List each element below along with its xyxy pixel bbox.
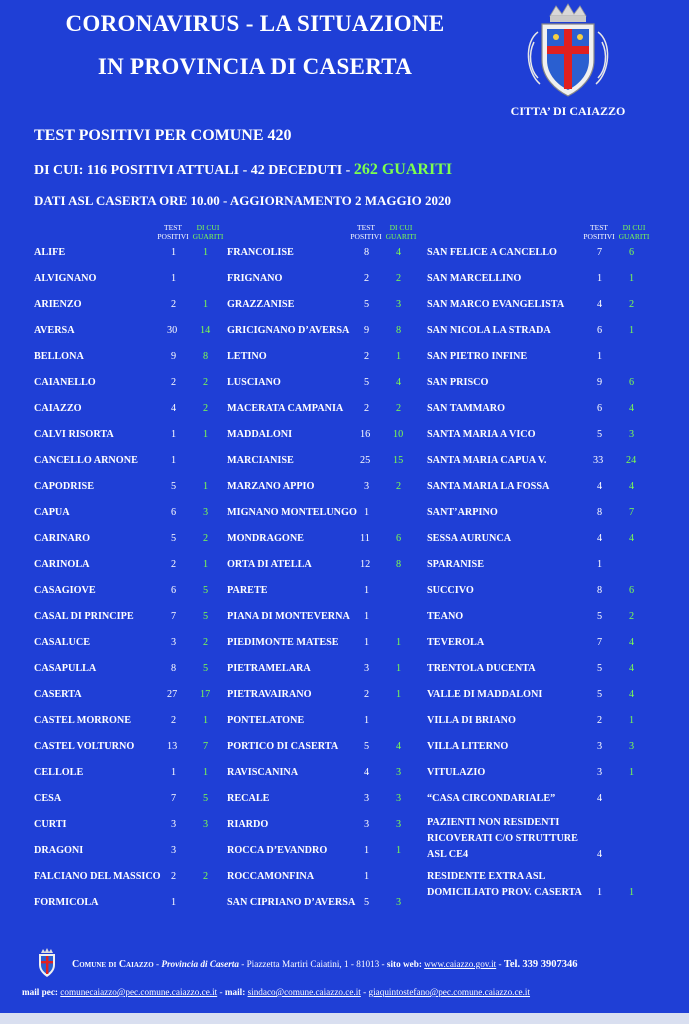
title-line-2: IN PROVINCIA DI CASERTA — [97, 54, 413, 79]
test-positivi-value: 3 — [597, 741, 603, 752]
municipality-name: PARETE — [227, 585, 268, 596]
footer-line-2: mail pec: comunecaiazzo@pec.comune.caiazzo.ce.it - mail: sindaco@comune.caiazzo.ce.it - giaquintostefano@pec.comune.caiazzo.ce.it — [22, 987, 531, 997]
test-positivi-value: 3 — [364, 481, 370, 492]
municipality-name: SESSA AURUNCA — [427, 533, 512, 544]
municipality-name: CESA — [34, 793, 62, 804]
test-positivi-value: 2 — [364, 351, 370, 362]
test-positivi-value: 1 — [171, 247, 177, 258]
footer-pec-link[interactable]: comunecaiazzo@pec.comune.caiazzo.ce.it — [60, 987, 218, 997]
municipality-name: CASAGIOVE — [34, 585, 96, 596]
municipality-name: CAPODRISE — [34, 481, 95, 492]
municipality-name: PIETRAMELARA — [227, 663, 311, 674]
test-positivi-value: 5 — [597, 611, 603, 622]
guariti-value: 6 — [629, 377, 635, 388]
municipality-name: SUCCIVO — [427, 585, 474, 596]
municipality-name: SANTA MARIA A VICO — [427, 429, 536, 440]
municipality-name: CASTEL MORRONE — [34, 715, 132, 726]
footer-comune: Comune di Caiazzo — [72, 959, 154, 970]
footer-tel-label: Tel. — [503, 959, 521, 970]
guariti-value: 24 — [626, 455, 637, 466]
test-positivi-value: 1 — [597, 273, 603, 284]
municipality-name: FALCIANO DEL MASSICO — [34, 871, 161, 882]
municipality-name: LETINO — [227, 351, 267, 362]
header-test-line2: POSITIVI — [157, 232, 189, 241]
test-positivi-value: 3 — [171, 819, 177, 830]
test-positivi-value: 1 — [171, 273, 177, 284]
guariti-value: 1 — [203, 767, 209, 778]
test-positivi-value: 2 — [364, 273, 370, 284]
guariti-value: 7 — [203, 741, 209, 752]
test-positivi-value: 1 — [171, 767, 177, 778]
guariti-value: 3 — [203, 507, 209, 518]
test-positivi-value: 7 — [171, 611, 177, 622]
guariti-value: 17 — [200, 689, 211, 700]
municipality-name: SAN MARCO EVANGELISTA — [427, 299, 565, 310]
guariti-value: 3 — [629, 741, 635, 752]
municipality-name: SANT’ARPINO — [427, 507, 498, 518]
guariti-value: 2 — [203, 377, 209, 388]
municipality-name: FORMICOLA — [34, 897, 99, 908]
footer-provincia: Provincia di Caserta — [161, 959, 239, 969]
guariti-value: 2 — [396, 403, 402, 414]
footer-address: - Piazzetta Martiri Caiatini, 1 - 81013 - — [241, 959, 387, 969]
test-positivi-value: 12 — [360, 559, 371, 570]
test-positivi-value: 5 — [364, 299, 370, 310]
footer-mail-label: mail: — [224, 987, 246, 997]
test-positivi-value: 5 — [364, 897, 370, 908]
municipality-name: SAN TAMMARO — [427, 403, 506, 414]
guariti-value: 2 — [203, 871, 209, 882]
test-positivi-value: 5 — [597, 663, 603, 674]
guariti-value: 1 — [203, 429, 209, 440]
guariti-value: 1 — [396, 637, 402, 648]
header-test-line1: TEST — [164, 223, 182, 232]
special-row-name-line: PAZIENTI NON RESIDENTI — [427, 817, 560, 828]
municipality-name: “CASA CIRCONDARIALE” — [427, 793, 556, 804]
guariti-value: 4 — [629, 637, 635, 648]
municipality-name: SAN PRISCO — [427, 377, 489, 388]
guariti-value: 2 — [396, 273, 402, 284]
test-positivi-value: 8 — [364, 247, 370, 258]
municipality-name: VILLA LITERNO — [427, 741, 509, 752]
test-positivi-value: 4 — [597, 533, 603, 544]
municipality-name: CURTI — [34, 819, 67, 830]
header-test-positivi — [156, 223, 190, 241]
special-row-name-line: DOMICILIATO PROV. CASERTA — [427, 887, 582, 898]
test-positivi-value: 1 — [171, 429, 177, 440]
guariti-value: 2 — [629, 611, 635, 622]
municipality-name: CARINOLA — [34, 559, 90, 570]
guariti-value: 1 — [203, 299, 209, 310]
summary-line: TEST POSITIVI PER COMUNE 420 — [34, 127, 292, 144]
test-positivi-value: 8 — [171, 663, 177, 674]
municipality-name: MARZANO APPIO — [227, 481, 315, 492]
test-positivi-value: 13 — [167, 741, 178, 752]
municipality-name: VILLA DI BRIANO — [427, 715, 516, 726]
header-di-cui-guariti — [384, 223, 418, 241]
test-positivi-value: 6 — [597, 403, 603, 414]
test-positivi-value: 25 — [360, 455, 371, 466]
footer-mail-link-1[interactable]: sindaco@comune.caiazzo.ce.it — [247, 987, 361, 997]
test-positivi-value: 5 — [171, 533, 177, 544]
test-positivi-value: 5 — [364, 377, 370, 388]
test-positivi-value: 4 — [597, 481, 603, 492]
guariti-value: 8 — [396, 559, 402, 570]
test-positivi-value: 1 — [597, 559, 603, 570]
test-positivi-value: 9 — [597, 377, 603, 388]
municipality-name: MONDRAGONE — [227, 533, 304, 544]
source-line: DATI ASL CASERTA ORE 10.00 - AGGIORNAMENTO 2 MAGGIO 2020 — [34, 193, 452, 208]
guariti-value: 8 — [396, 325, 402, 336]
municipality-name: TEVEROLA — [427, 637, 485, 648]
header-recovered-line2: GUARITI — [618, 232, 650, 241]
municipality-name: PIETRAVAIRANO — [227, 689, 312, 700]
test-positivi-value: 1 — [364, 845, 370, 856]
guariti-value: 1 — [203, 247, 209, 258]
guariti-value: 3 — [629, 429, 635, 440]
test-positivi-value: 1 — [171, 455, 177, 466]
header-test-line1: TEST — [590, 223, 608, 232]
guariti-value: 6 — [396, 533, 402, 544]
municipality-name: VALLE DI MADDALONI — [427, 689, 543, 700]
guariti-value: 1 — [629, 887, 635, 898]
test-positivi-value: 6 — [597, 325, 603, 336]
guariti-value: 3 — [396, 897, 402, 908]
test-positivi-value: 1 — [171, 897, 177, 908]
municipality-name: MIGNANO MONTELUNGO — [227, 507, 357, 518]
test-positivi-value: 9 — [364, 325, 370, 336]
guariti-value: 5 — [203, 663, 209, 674]
header-test-positivi — [349, 223, 383, 241]
guariti-value: 3 — [396, 299, 402, 310]
guariti-value: 4 — [629, 663, 635, 674]
guariti-value: 3 — [396, 793, 402, 804]
footer-tel: 339 3907346 — [522, 959, 578, 970]
test-positivi-value: 3 — [364, 793, 370, 804]
test-positivi-value: 3 — [364, 663, 370, 674]
municipality-name: SPARANISE — [427, 559, 484, 570]
guariti-value: 1 — [629, 767, 635, 778]
guariti-value: 3 — [203, 819, 209, 830]
guariti-value: 4 — [396, 377, 402, 388]
municipality-name: CALVI RISORTA — [34, 429, 114, 440]
guariti-value: 5 — [203, 585, 209, 596]
header-recovered-line1: DI CUI — [622, 223, 646, 232]
municipality-name: SANTA MARIA LA FOSSA — [427, 481, 550, 492]
test-positivi-value: 2 — [171, 871, 177, 882]
test-positivi-value: 7 — [171, 793, 177, 804]
guariti-value: 1 — [396, 845, 402, 856]
guariti-value: 4 — [396, 247, 402, 258]
footer-coat-of-arms-icon — [32, 948, 62, 978]
municipality-name: ALVIGNANO — [34, 273, 97, 284]
municipality-name: CAIAZZO — [34, 403, 82, 414]
municipality-name: MACERATA CAMPANIA — [227, 403, 344, 414]
test-positivi-value: 11 — [360, 533, 370, 544]
special-row-name-line: RESIDENTE EXTRA ASL — [427, 871, 546, 882]
test-positivi-value: 16 — [360, 429, 371, 440]
special-row-name-line: ASL CE4 — [427, 849, 469, 860]
guariti-value: 14 — [200, 325, 211, 336]
municipality-name: SAN PIETRO INFINE — [427, 351, 528, 362]
guariti-value: 1 — [629, 273, 635, 284]
guariti-value: 1 — [203, 481, 209, 492]
header-di-cui-guariti — [191, 223, 225, 241]
guariti-value: 7 — [629, 507, 635, 518]
municipality-name: PIEDIMONTE MATESE — [227, 637, 339, 648]
test-positivi-value: 6 — [171, 585, 177, 596]
test-positivi-value: 8 — [597, 507, 603, 518]
test-positivi-value: 3 — [171, 845, 177, 856]
test-positivi-value: 7 — [597, 247, 603, 258]
test-positivi-value: 5 — [597, 689, 603, 700]
guariti-value: 1 — [396, 689, 402, 700]
guariti-value: 2 — [629, 299, 635, 310]
detail-line — [34, 162, 452, 178]
municipality-name: BELLONA — [34, 351, 84, 362]
test-positivi-value: 33 — [593, 455, 604, 466]
header-test-line2: POSITIVI — [583, 232, 615, 241]
municipality-name: TRENTOLA DUCENTA — [427, 663, 536, 674]
guariti-value: 15 — [393, 455, 404, 466]
test-positivi-value: 2 — [171, 299, 177, 310]
test-positivi-value: 1 — [364, 585, 370, 596]
test-positivi-value: 3 — [364, 819, 370, 830]
footer-site-label: sito web — [386, 959, 419, 969]
guariti-value: 4 — [396, 741, 402, 752]
test-positivi-value: 1 — [364, 871, 370, 882]
municipality-name: CAIANELLO — [34, 377, 96, 388]
test-positivi-value: 2 — [171, 715, 177, 726]
recovered-total: 262 GUARITI — [353, 161, 453, 178]
guariti-value: 4 — [629, 533, 635, 544]
municipality-name: SAN NICOLA LA STRADA — [427, 325, 551, 336]
municipality-name: CARINARO — [34, 533, 91, 544]
test-positivi-value: 4 — [597, 299, 603, 310]
guariti-value: 2 — [203, 403, 209, 414]
municipality-name: PORTICO DI CASERTA — [227, 741, 339, 752]
municipality-name: CASAL DI PRINCIPE — [34, 611, 134, 622]
test-positivi-value: 7 — [597, 637, 603, 648]
municipality-name: CELLOLE — [34, 767, 84, 778]
test-positivi-value: 2 — [364, 403, 370, 414]
test-positivi-value: 5 — [597, 429, 603, 440]
guariti-value: 1 — [396, 351, 402, 362]
test-positivi-value: 9 — [171, 351, 177, 362]
municipality-name: CASTEL VOLTURNO — [34, 741, 135, 752]
header-recovered-line2: GUARITI — [192, 232, 224, 241]
municipality-name: PIANA DI MONTEVERNA — [227, 611, 350, 622]
guariti-value: 1 — [203, 559, 209, 570]
city-label: CITTA’ DI CAIAZZO — [510, 104, 626, 118]
municipality-name: SANTA MARIA CAPUA V. — [427, 455, 547, 466]
header-test-line1: TEST — [357, 223, 375, 232]
municipality-name: RECALE — [227, 793, 270, 804]
municipality-name: CASAPULLA — [34, 663, 97, 674]
test-positivi-value: 3 — [171, 637, 177, 648]
municipality-name: DRAGONI — [34, 845, 84, 856]
municipality-name: RAVISCANINA — [227, 767, 299, 778]
test-positivi-value: 5 — [364, 741, 370, 752]
municipality-name: ARIENZO — [34, 299, 82, 310]
municipality-name: PONTELATONE — [227, 715, 305, 726]
header-di-cui-guariti — [617, 223, 651, 241]
municipality-name: ROCCAMONFINA — [227, 871, 315, 882]
test-positivi-value: 4 — [364, 767, 370, 778]
test-positivi-value: 2 — [597, 715, 603, 726]
title-line-1: CORONAVIRUS - LA SITUAZIONE — [65, 11, 445, 36]
test-positivi-value: 4 — [171, 403, 177, 414]
municipality-name: GRICIGNANO D’AVERSA — [227, 325, 350, 336]
test-positivi-value: 3 — [597, 767, 603, 778]
municipality-name: VITULAZIO — [427, 767, 486, 778]
guariti-value: 3 — [396, 767, 402, 778]
test-positivi-value: 2 — [171, 377, 177, 388]
municipality-name: CANCELLO ARNONE — [34, 455, 138, 466]
guariti-value: 2 — [203, 637, 209, 648]
detail-counts: DI CUI: 116 POSITIVI ATTUALI - 42 DECEDUTI - — [34, 163, 351, 178]
footer-line-1: Comune di Caiazzo - Provincia di Caserta - Piazzetta Martiri Caiatini, 1 - 81013 - sito web: www.caiazzo.gov.it - Tel. 339 3907346 — [72, 959, 578, 970]
test-positivi-value: 2 — [171, 559, 177, 570]
guariti-value: 1 — [396, 663, 402, 674]
municipality-name: CAPUA — [34, 507, 70, 518]
municipality-name: ALIFE — [34, 247, 66, 258]
test-positivi-value: 1 — [364, 715, 370, 726]
guariti-value: 1 — [203, 715, 209, 726]
municipality-name: RIARDO — [227, 819, 269, 830]
municipality-name: ROCCA D’EVANDRO — [227, 845, 328, 856]
bottom-bar — [0, 1013, 689, 1024]
guariti-value: 4 — [629, 481, 635, 492]
municipality-name: CASALUCE — [34, 637, 91, 648]
test-positivi-value: 30 — [167, 325, 178, 336]
municipality-name: MARCIANISE — [227, 455, 294, 466]
municipality-name: SAN MARCELLINO — [427, 273, 522, 284]
guariti-value: 6 — [629, 247, 635, 258]
header-recovered-line2: GUARITI — [385, 232, 417, 241]
guariti-value: 8 — [203, 351, 209, 362]
guariti-value: 1 — [629, 325, 635, 336]
guariti-value: 1 — [629, 715, 635, 726]
test-positivi-value: 1 — [597, 887, 603, 898]
guariti-value: 5 — [203, 793, 209, 804]
test-positivi-value: 8 — [597, 585, 603, 596]
guariti-value: 10 — [393, 429, 404, 440]
municipality-name: FRANCOLISE — [227, 247, 294, 258]
test-positivi-value: 6 — [171, 507, 177, 518]
test-positivi-value: 4 — [597, 849, 603, 860]
header-test-positivi — [582, 223, 616, 241]
municipality-name: FRIGNANO — [227, 273, 283, 284]
guariti-value: 3 — [396, 819, 402, 830]
guariti-value: 4 — [629, 689, 635, 700]
municipality-name: TEANO — [427, 611, 464, 622]
footer-pec-label: mail pec: — [22, 987, 58, 997]
test-positivi-value: 5 — [171, 481, 177, 492]
guariti-value: 2 — [203, 533, 209, 544]
test-positivi-value: 1 — [364, 611, 370, 622]
municipality-name: MADDALONI — [227, 429, 293, 440]
municipality-name: SAN FELICE A CANCELLO — [427, 247, 557, 258]
header-recovered-line1: DI CUI — [196, 223, 220, 232]
test-positivi-value: 1 — [364, 637, 370, 648]
header-test-line2: POSITIVI — [350, 232, 382, 241]
test-positivi-value: 4 — [597, 793, 603, 804]
test-positivi-value: 1 — [597, 351, 603, 362]
header-recovered-line1: DI CUI — [389, 223, 413, 232]
municipality-name: ORTA DI ATELLA — [227, 559, 312, 570]
guariti-value: 6 — [629, 585, 635, 596]
guariti-value: 4 — [629, 403, 635, 414]
municipality-name: GRAZZANISE — [227, 299, 295, 310]
municipality-name: SAN CIPRIANO D’AVERSA — [227, 897, 356, 908]
guariti-value: 2 — [396, 481, 402, 492]
guariti-value: 5 — [203, 611, 209, 622]
footer-site-link[interactable]: www.caiazzo.gov.it — [424, 959, 497, 969]
municipality-name: LUSCIANO — [227, 377, 281, 388]
caiazzo-coat-of-arms-icon — [520, 2, 616, 100]
test-positivi-value: 27 — [167, 689, 178, 700]
municipality-name: AVERSA — [34, 325, 75, 336]
special-row-name-line: RICOVERATI C/O STRUTTURE — [427, 833, 578, 844]
test-positivi-value: 2 — [364, 689, 370, 700]
footer-mail-link-2[interactable]: giaquintostefano@pec.comune.caiazzo.ce.it — [368, 987, 531, 997]
test-positivi-value: 1 — [364, 507, 370, 518]
municipality-name: CASERTA — [34, 689, 82, 700]
